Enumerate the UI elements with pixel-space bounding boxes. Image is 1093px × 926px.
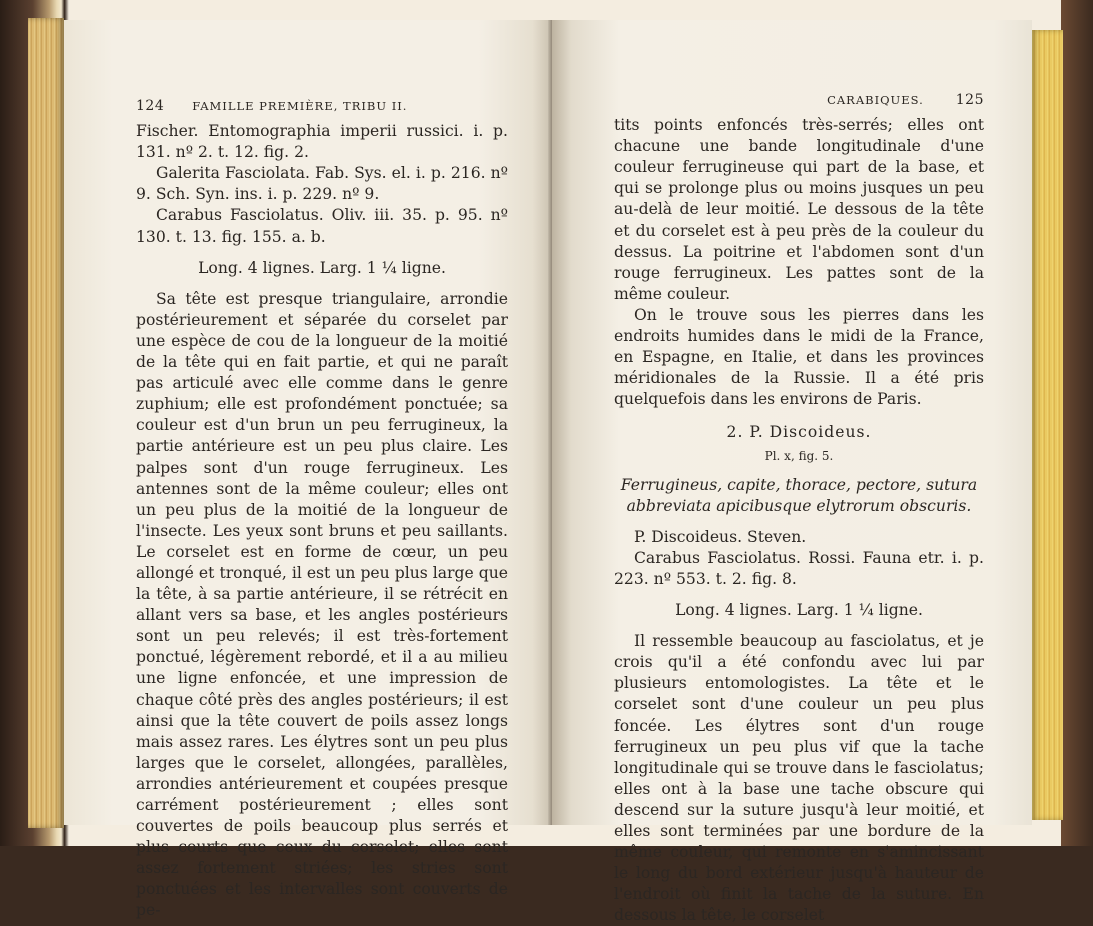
page-edges-right — [1031, 30, 1063, 820]
left-page — [64, 20, 552, 920]
page-edges-left — [28, 18, 64, 828]
latin-diagnosis: Ferrugineus, capite, thorace, pectore, sutura abbreviata apicibusque elytrorum obscuris. — [620, 475, 978, 515]
species-heading: 2. P. Discoideus. — [726, 423, 872, 442]
right-page-header — [614, 90, 984, 111]
reference-fischer: Fischer. Entomographia imperii russici. i. p. 131. nº 2. t. 12. fig. 2. — [136, 122, 508, 162]
reference-steven: P. Discoideus. Steven. — [634, 527, 807, 546]
plate-reference: Pl. x, fig. 5. — [764, 448, 834, 463]
left-page-number: 124 — [136, 98, 165, 114]
left-page-header — [136, 96, 508, 117]
habitat-paragraph: On le trouve sous les pierres dans les endroits humides dans le midi de la France, en Espagne, en Italie, et dans les provinces méridionales de la Russie. Il a été pris quelquefois dans les environs de Paris. — [614, 305, 984, 409]
right-page — [552, 20, 1032, 925]
description-paragraph: Sa tête est presque triangulaire, arrondie postérieurement et séparée du corselet par une espèce de cou de la longueur de la moitié de la tête qui en fait partie, et qui ne paraît pas articulé avec elle comme dans le genre zuphium; elle est profondément ponctuée; sa couleur est d'un brun un peu ferrugineux, la partie antérieure est un peu plus claire. Les palpes sont d'un rouge ferrugineux. Les antennes sont de la même couleur; elles ont un peu plus de la moitié de la longueur de l'insecte. Les yeux sont bruns et peu saillants. Le corselet est en forme de cœur, un peu allongé et tronqué, il est un peu plus large que la tête, à sa partie antérieure, il se rétrécit en allant vers sa base, et les angles postérieurs sont un peu relevés; il est très-fortement ponctué, légèrement rebordé, et il a au milieu une ligne enfoncée, et une impression de chaque côté près des angles postérieurs; il est ainsi que la tête couvert de poils assez longs mais assez rares. Les élytres sont un peu plus larges que le corselet, allongées, parallèles, arrondies antérieurement et coupées presque carrément postérieurement ; elles sont couvertes de poils beaucoup plus serrés et plus courts que ceux du corselet; elles sont assez fortement striées; les stries sont ponctuées et les intervalles sont couverts de pe- — [136, 289, 508, 920]
book-cover-right — [1061, 0, 1093, 846]
measurement-line: Long. 4 lignes. Larg. 1 ¼ ligne. — [198, 258, 446, 277]
measurement-line-2: Long. 4 lignes. Larg. 1 ¼ ligne. — [675, 601, 923, 620]
right-running-head: CARABIQUES. — [827, 93, 924, 107]
reference-galerita: Galerita Fasciolata. Fab. Sys. el. i. p. 216. nº 9. Sch. Syn. ins. i. p. 229. nº 9. — [136, 164, 508, 204]
reference-carabus-rossi: Carabus Fasciolatus. Rossi. Fauna etr. i. p. 223. nº 553. t. 2. fig. 8. — [614, 548, 984, 588]
right-page-number: 125 — [955, 92, 984, 108]
continuation-paragraph: tits points enfoncés très-serrés; elles ont chacune une bande longitudinale d'une couleur ferrugineuse qui part de la base, et qui se prolonge plus ou moins jusques un peu au-delà de leur moitié. Le dessous de la tête et du corselet est à peu près de la couleur du dessus. La poitrine et l'abdomen sont d'un rouge ferrugineux. Les pattes sont de la même couleur. — [614, 116, 984, 303]
comparison-paragraph: Il ressemble beaucoup au fasciolatus, et je crois qu'il a été confondu avec lui par plusieurs entomologistes. La tête et le corselet sont d'une couleur un peu plus foncée. Les élytres sont d'un rouge ferrugineux un peu plus vif que la tache longitudinale qui se trouve dans le fasciolatus; elles ont à la base une tache obscure qui descend sur la suture jusqu'à leur moitié, et elles sont terminées par une bordure de la même couleur, qui remonte en s'amincissant le long du bord extérieur jusqu'à hauteur de l'endroit où finit la tache de la suture. En dessous la tête, le corselet — [614, 632, 984, 925]
reference-carabus-oliv: Carabus Fasciolatus. Oliv. iii. 35. p. 95. nº 130. t. 13. fig. 155. a. b. — [136, 206, 508, 246]
left-running-head: FAMILLE PREMIÈRE, TRIBU II. — [192, 99, 408, 113]
